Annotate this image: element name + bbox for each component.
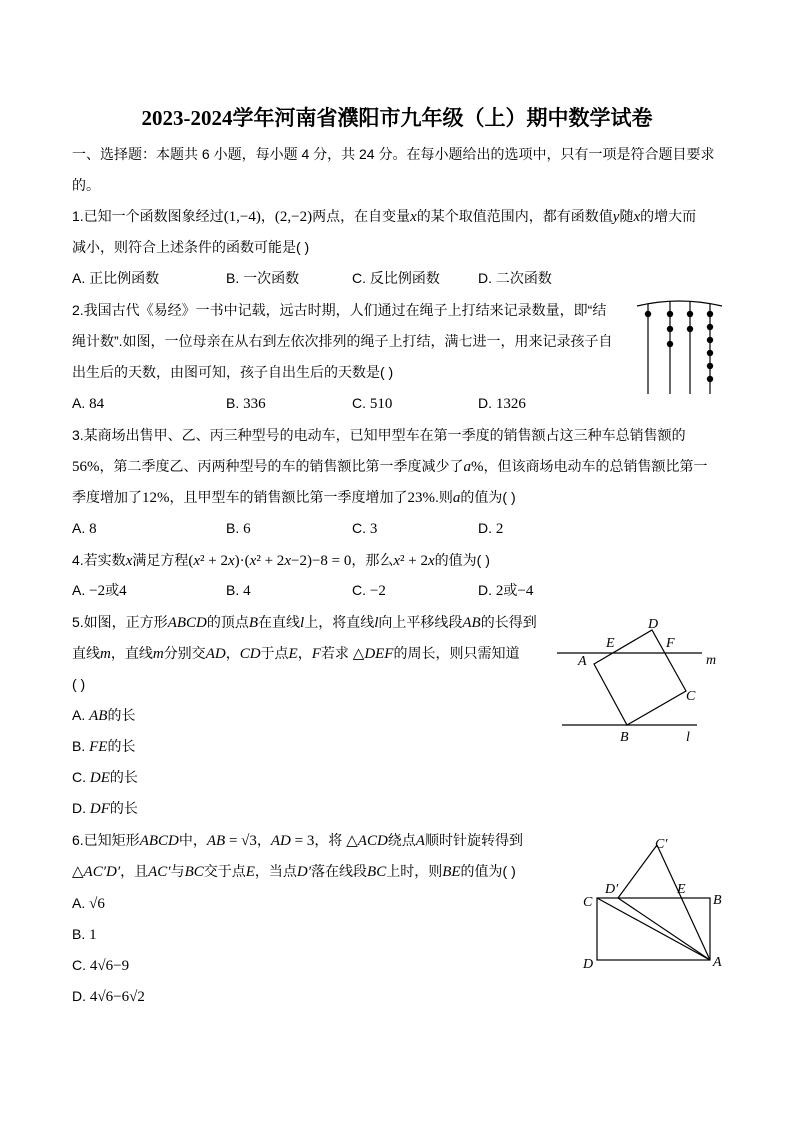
math-expr: △ bbox=[352, 646, 365, 662]
section-header-line-2: 的。 bbox=[72, 177, 100, 193]
knot bbox=[707, 350, 713, 356]
math-expr: x bbox=[228, 553, 235, 569]
q2-option-b bbox=[226, 393, 266, 414]
q5-option-c bbox=[72, 767, 138, 788]
segment-d-prime-c-prime bbox=[618, 845, 657, 898]
knot bbox=[687, 326, 693, 332]
q3-line-2 bbox=[72, 456, 708, 477]
math-expr: E bbox=[288, 646, 298, 662]
text-run: 直线 bbox=[72, 645, 100, 661]
math-expr: m bbox=[100, 646, 111, 662]
math-expr: D′ bbox=[296, 864, 312, 880]
text-run: 的某个取值范围内，都有函数值 bbox=[416, 208, 613, 224]
math-expr: l bbox=[374, 615, 379, 631]
math-expr: AB bbox=[89, 708, 108, 724]
text-run: 6.已知矩形 bbox=[72, 832, 140, 848]
math-expr: −2 bbox=[369, 583, 386, 599]
text-run: ，那么 bbox=[351, 552, 394, 568]
text-run: ，当点 bbox=[254, 863, 297, 879]
q3-line-3 bbox=[72, 487, 516, 508]
math-expr: √6 bbox=[89, 896, 105, 912]
segment-ac bbox=[597, 898, 710, 960]
q1-option-c: C. 反比例函数 bbox=[352, 270, 440, 286]
math-expr: BE bbox=[442, 864, 461, 880]
math-expr: FE bbox=[89, 739, 108, 755]
text-run: C. bbox=[352, 520, 370, 536]
math-expr: ABCD bbox=[139, 833, 179, 849]
q6-line-1 bbox=[72, 830, 523, 851]
text-run: 分别交 bbox=[163, 645, 206, 661]
label-b: B bbox=[713, 893, 722, 908]
math-expr: 4√6−9 bbox=[89, 958, 130, 974]
q2-option-d bbox=[478, 393, 526, 414]
q1-option-b: B. 一次函数 bbox=[226, 270, 300, 286]
text-run: A. bbox=[72, 707, 90, 723]
text-run: C. bbox=[352, 395, 370, 411]
math-expr: x bbox=[284, 553, 291, 569]
text-run: 中， bbox=[178, 832, 207, 848]
text-run: B. bbox=[72, 738, 90, 754]
q2-option-a bbox=[72, 393, 104, 414]
text-run: 5.如图，正方形 bbox=[72, 614, 168, 630]
text-run: 4.若实数 bbox=[72, 552, 126, 568]
q4-option-b bbox=[226, 580, 251, 601]
q5-option-b bbox=[72, 736, 135, 757]
text-run: 的顶点 bbox=[206, 614, 249, 630]
text-run: B. bbox=[72, 926, 90, 942]
math-expr: m bbox=[152, 646, 164, 662]
math-expr: x bbox=[125, 553, 133, 569]
text-run: B. bbox=[226, 582, 244, 598]
label-d: D bbox=[648, 617, 659, 632]
text-run: C. bbox=[352, 582, 370, 598]
text-run: ， bbox=[297, 645, 312, 661]
math-expr: 510 bbox=[369, 396, 393, 412]
knot bbox=[707, 311, 713, 317]
label-b: B bbox=[620, 730, 629, 745]
q5-line-2 bbox=[72, 643, 519, 664]
section-header-line-1: 一、选择题：本题共 6 小题，每小题 4 分，共 24 分。在每小题给出的选项中，只有一项是符合题目要求 bbox=[72, 146, 715, 162]
math-expr: BC bbox=[367, 864, 387, 880]
knot bbox=[707, 337, 713, 343]
text-run: 满足方程 bbox=[132, 552, 189, 568]
math-expr: = √3 bbox=[225, 833, 257, 849]
q2-line-1: 2.我国古代《易经》一书中记载，远古时期，人们通过在绳子上打结来记录数量，即“结 bbox=[72, 302, 607, 318]
text-run: 于点 bbox=[260, 645, 289, 661]
knot bbox=[667, 326, 673, 332]
knot bbox=[667, 311, 673, 317]
math-expr: B bbox=[248, 615, 259, 631]
knot bbox=[667, 341, 673, 347]
text-run: 向上平移线段 bbox=[378, 614, 463, 630]
text-run: 上时，则 bbox=[386, 863, 443, 879]
math-expr: AC′D′ bbox=[83, 864, 121, 880]
label-m: m bbox=[706, 653, 717, 668]
math-expr: 8 bbox=[89, 521, 97, 537]
math-expr: 2 bbox=[495, 583, 504, 599]
text-run: 或 bbox=[503, 582, 518, 598]
q1-option-d: D. 二次函数 bbox=[478, 270, 552, 286]
math-expr: A bbox=[415, 833, 425, 849]
math-expr: l bbox=[300, 615, 305, 631]
q2-line-3: 出生后的天数，由图可知，孩子自出生后的天数是( ) bbox=[72, 364, 394, 380]
math-expr: a bbox=[452, 490, 461, 506]
math-expr: 2 bbox=[495, 521, 504, 537]
text-run: 的长 bbox=[109, 800, 138, 816]
text-run: D. bbox=[478, 582, 496, 598]
math-expr: 4√6−6√2 bbox=[89, 989, 145, 1005]
text-run: 若求 bbox=[320, 645, 353, 661]
text-run: B. bbox=[226, 395, 244, 411]
math-expr: 6 bbox=[243, 521, 251, 537]
text-run: D. bbox=[72, 800, 90, 816]
math-expr: AD bbox=[270, 833, 291, 849]
math-expr: −4 bbox=[517, 583, 534, 599]
text-run: 的长 bbox=[109, 769, 138, 785]
text-run: 绕点 bbox=[387, 832, 416, 848]
math-expr: 4 bbox=[119, 583, 127, 599]
math-expr: y bbox=[612, 209, 620, 225]
math-expr: 336 bbox=[243, 396, 266, 412]
math-expr: −2)−8 = 0 bbox=[290, 553, 352, 569]
text-run: ， bbox=[260, 208, 275, 224]
q4-option-c bbox=[352, 580, 386, 601]
knot bbox=[645, 311, 651, 317]
text-run: D. bbox=[478, 520, 496, 536]
page-title: 2023-2024学年河南省濮阳市九年级（上）期中数学试卷 bbox=[141, 106, 653, 130]
math-expr: 1 bbox=[89, 927, 97, 943]
text-run: 的值为( ) bbox=[434, 552, 490, 568]
label-c: C bbox=[583, 895, 593, 910]
q4-line-1 bbox=[72, 550, 490, 571]
math-expr: ² + 2 bbox=[200, 553, 228, 569]
text-run: A. bbox=[72, 895, 90, 911]
text-run: 1.已知一个函数图象经过 bbox=[72, 208, 224, 224]
q6-line-2 bbox=[72, 861, 516, 882]
rotated-rectangle-figure bbox=[575, 830, 727, 975]
math-expr: x bbox=[249, 553, 257, 569]
math-expr: x bbox=[410, 209, 417, 225]
math-expr: = 3 bbox=[290, 833, 315, 849]
text-run: 的周长，则只需知道 bbox=[393, 645, 520, 661]
text-run: 的长 bbox=[107, 738, 136, 754]
text-run: A. bbox=[72, 395, 90, 411]
q5-option-a bbox=[72, 705, 135, 726]
text-run: 的长 bbox=[107, 707, 136, 723]
text-run: 季度增加了 bbox=[72, 489, 142, 505]
math-expr: 23% bbox=[407, 490, 435, 506]
text-run: 与 bbox=[170, 863, 185, 879]
math-expr: AB bbox=[206, 833, 226, 849]
text-run: 落在线段 bbox=[311, 863, 368, 879]
math-expr: (2,−2) bbox=[274, 209, 313, 225]
math-expr: % bbox=[471, 459, 484, 475]
math-expr: x bbox=[193, 553, 201, 569]
math-expr: −2 bbox=[89, 583, 106, 599]
q1-option-a: A. 正比例函数 bbox=[72, 270, 160, 286]
text-run: ，且 bbox=[120, 863, 149, 879]
math-expr: E bbox=[245, 864, 255, 880]
text-run: .则 bbox=[435, 489, 453, 505]
q3-line-1: 3.某商场出售甲、乙、丙三种型号的电动车，已知甲型车在第一季度的销售额占这三种车总销售额的 bbox=[72, 427, 686, 443]
text-run: A. bbox=[72, 582, 90, 598]
math-expr: x bbox=[633, 209, 641, 225]
q3-option-b bbox=[226, 518, 251, 539]
q4-option-a bbox=[72, 580, 127, 601]
q5-option-d bbox=[72, 798, 138, 819]
math-expr: 4 bbox=[243, 583, 251, 599]
label-c-prime: C′ bbox=[655, 837, 668, 852]
math-expr: x bbox=[393, 553, 401, 569]
label-e: E bbox=[606, 636, 615, 651]
q3-option-d bbox=[478, 518, 503, 539]
math-expr: BC bbox=[184, 864, 204, 880]
q3-option-c bbox=[352, 518, 377, 539]
label-a: A bbox=[713, 955, 722, 970]
text-run: B. bbox=[226, 520, 244, 536]
math-expr: 56% bbox=[72, 459, 100, 475]
math-expr: 3 bbox=[369, 521, 378, 537]
math-expr: AB bbox=[462, 615, 481, 631]
q4-option-d bbox=[478, 580, 533, 601]
text-run: ，且甲型车的销售额比第一季度增加了 bbox=[169, 489, 408, 505]
text-run: C. bbox=[72, 769, 90, 785]
label-c: C bbox=[686, 689, 696, 704]
text-run: D. bbox=[72, 988, 90, 1004]
math-expr: a bbox=[463, 459, 471, 475]
knot bbox=[687, 311, 693, 317]
math-expr: ACD bbox=[357, 833, 388, 849]
q6-option-c bbox=[72, 955, 129, 976]
knotted-rope-figure bbox=[630, 292, 730, 402]
math-expr: AC′ bbox=[148, 864, 171, 880]
math-expr: ( bbox=[188, 553, 194, 569]
text-run: 或 bbox=[105, 582, 120, 598]
text-run: ， bbox=[225, 645, 240, 661]
text-run: 上，将直线 bbox=[304, 614, 375, 630]
q5-line-3: ( ) bbox=[72, 676, 86, 692]
q2-line-2: 绳计数”.如图，一位母亲在从右到左依次排列的绳子上打结，满七进一，用来记录孩子自 bbox=[72, 333, 613, 349]
text-run: ， bbox=[256, 832, 271, 848]
text-run: 交于点 bbox=[203, 863, 246, 879]
q5-line-1 bbox=[72, 612, 537, 633]
math-expr: DE bbox=[89, 770, 110, 786]
math-expr: 84 bbox=[89, 396, 105, 412]
math-expr: 1326 bbox=[495, 396, 526, 412]
text-run: 的增大而 bbox=[640, 208, 697, 224]
knot bbox=[707, 376, 713, 382]
text-run: D. bbox=[478, 395, 496, 411]
q3-option-a bbox=[72, 518, 97, 539]
math-expr: x bbox=[428, 553, 435, 569]
q6-option-b bbox=[72, 924, 97, 945]
math-expr: CD bbox=[239, 646, 261, 662]
q6-option-d bbox=[72, 986, 145, 1007]
q6-option-a bbox=[72, 893, 105, 914]
label-f: F bbox=[666, 636, 675, 651]
math-expr: F bbox=[311, 646, 321, 662]
q1-line-2: 减小，则符合上述条件的函数可能是( ) bbox=[72, 239, 310, 255]
math-expr: ² + 2 bbox=[256, 553, 285, 569]
q1-line-1 bbox=[72, 206, 696, 227]
math-expr: △ bbox=[72, 864, 84, 880]
text-run: 的值为( ) bbox=[460, 489, 516, 505]
label-a: A bbox=[578, 654, 587, 669]
q2-option-c bbox=[352, 393, 392, 414]
knot bbox=[707, 363, 713, 369]
math-expr: DF bbox=[89, 801, 110, 817]
math-expr: AD bbox=[205, 646, 226, 662]
label-d: D bbox=[583, 957, 594, 972]
math-expr: ² + 2 bbox=[400, 553, 428, 569]
text-run: 随 bbox=[619, 208, 634, 224]
math-expr: )·( bbox=[234, 553, 250, 569]
math-expr: (1,−4) bbox=[223, 209, 261, 225]
math-expr: DEF bbox=[364, 646, 394, 662]
text-run: C. bbox=[72, 957, 90, 973]
text-run: 的值为( ) bbox=[460, 863, 516, 879]
label-l: l bbox=[686, 730, 690, 745]
text-run: ，但该商场电动车的总销售额比第一 bbox=[483, 458, 708, 474]
square-lines-figure bbox=[550, 612, 730, 752]
knot bbox=[707, 324, 713, 330]
text-run: ，第二季度乙、丙两种型号的车的销售额比第一季度减少了 bbox=[99, 458, 464, 474]
text-run: 两点，在自变量 bbox=[312, 208, 411, 224]
label-e: E bbox=[677, 882, 686, 897]
text-run: 在直线 bbox=[258, 614, 301, 630]
text-run: ，直线 bbox=[110, 645, 153, 661]
text-run: A. bbox=[72, 520, 90, 536]
text-run: 的长得到 bbox=[480, 614, 537, 630]
math-expr: 12% bbox=[142, 490, 170, 506]
math-expr: △ bbox=[346, 833, 358, 849]
rope-bar bbox=[637, 301, 722, 306]
text-run: ，将 bbox=[314, 832, 347, 848]
label-d-prime: D′ bbox=[605, 882, 619, 897]
math-expr: ABCD bbox=[167, 615, 207, 631]
text-run: 顺时针旋转得到 bbox=[424, 832, 523, 848]
